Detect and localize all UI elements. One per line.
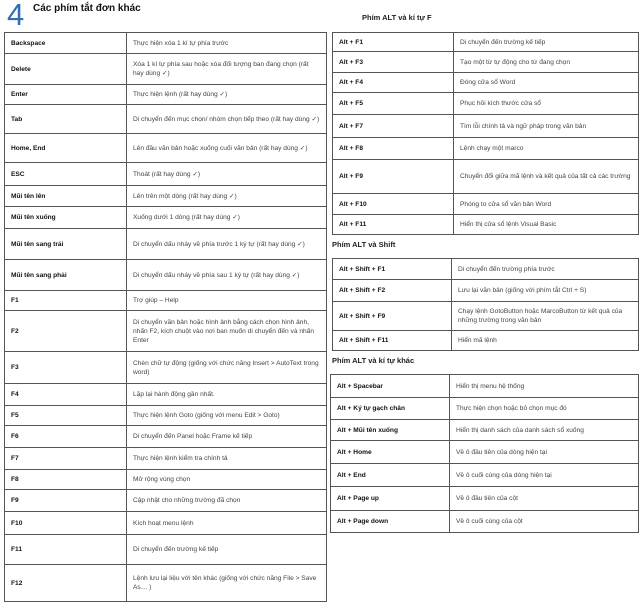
page-title: Các phím tắt đơn khác [33, 3, 141, 14]
shortcut-description: Di chuyển đến trường kế tiếp [127, 535, 327, 565]
table-row [333, 302, 639, 331]
table-row [5, 490, 327, 512]
table-row [333, 331, 639, 351]
shortcut-key: Enter [5, 85, 127, 105]
shortcut-key: Mũi tên sang phải [5, 260, 127, 291]
shortcut-description: Thực hiện lệnh (rất hay dùng ✓) [127, 85, 327, 105]
table-row [333, 33, 639, 52]
shortcut-key: Alt + F10 [333, 194, 454, 215]
shortcut-description: Lặp lại hành động gần nhất. [127, 384, 327, 406]
shortcut-description: Hiển thị cửa sổ lệnh Visual Basic [454, 215, 639, 235]
shortcut-description: Thực hiện lệnh kiểm tra chính tả [127, 448, 327, 470]
shortcut-key: Alt + Mũi tên xuống [331, 420, 450, 441]
table-row [5, 384, 327, 406]
table-row [5, 85, 327, 105]
shortcut-description: Lệnh lưu lại liệu với tên khác (giống với chức năng File > Save As… ) [127, 565, 327, 602]
table-row [5, 426, 327, 448]
shortcut-key: Alt + F8 [333, 138, 454, 160]
table-row [331, 398, 639, 420]
shortcut-key: Tab [5, 105, 127, 134]
table-row [5, 134, 327, 163]
table-row [5, 54, 327, 85]
shortcut-key: Delete [5, 54, 127, 85]
table-row [331, 441, 639, 464]
shortcut-key: F8 [5, 470, 127, 490]
shortcut-description: Đóng cửa sổ Word [454, 73, 639, 93]
shortcut-description: Di chuyển dấu nháy về phía trước 1 ký tự (rất hay dùng ✓) [127, 229, 327, 260]
table-row [331, 420, 639, 441]
table-row [5, 406, 327, 426]
shortcut-key: Alt + Page up [331, 487, 450, 511]
alt-f-section-title: Phím ALT và kí tự F [362, 13, 432, 22]
shortcut-key: F10 [5, 512, 127, 535]
shortcut-key: F5 [5, 406, 127, 426]
shortcut-description: Chèn chữ tự động (giống với chức năng Insert > AutoText trong word) [127, 352, 327, 384]
shortcut-description: Về ô đầu tiên của cột [450, 487, 639, 511]
shortcut-key: Alt + Spacebar [331, 375, 450, 398]
table-row [5, 311, 327, 352]
shortcut-key: Alt + Shift + F2 [333, 280, 452, 302]
shortcut-description: Thực hiện lệnh Goto (giống với menu Edit > Goto) [127, 406, 327, 426]
table-row [331, 511, 639, 533]
table-row [5, 186, 327, 207]
shortcut-key: F1 [5, 291, 127, 311]
shortcut-key: F9 [5, 490, 127, 512]
shortcut-description: Di chuyển văn bản hoặc hình ảnh bằng cách chọn hình ảnh, nhấn F2, kích chuột vào nơi ban muốn di chuyển đến và nhấn Enter [127, 311, 327, 352]
shortcut-description: Tìm lỗi chính tả và ngữ pháp trong văn bản [454, 115, 639, 138]
shortcut-key: Alt + F11 [333, 215, 454, 235]
shortcut-description: Di chuyển đến Panel hoặc Frame kế tiếp [127, 426, 327, 448]
shortcut-description: Di chuyển đến trường phía trước [452, 259, 639, 280]
table-row [5, 565, 327, 602]
shortcut-key: Alt + F4 [333, 73, 454, 93]
shortcut-key: F12 [5, 565, 127, 602]
shortcut-key: Alt + Shift + F9 [333, 302, 452, 331]
shortcut-key: Backspace [5, 33, 127, 54]
shortcut-description: Di chuyển dấu nháy về phía sau 1 ký tự (rất hay dùng ✓) [127, 260, 327, 291]
section-number: 4 [7, 0, 25, 32]
shortcut-description: Thực hiện xóa 1 kí tự phía trước [127, 33, 327, 54]
shortcut-key: F4 [5, 384, 127, 406]
shortcut-key: Alt + F1 [333, 33, 454, 52]
table-row [331, 487, 639, 511]
table-row [333, 52, 639, 73]
shortcut-description: Về ô đầu tiên của dòng hiện tại [450, 441, 639, 464]
shortcut-key: Mũi tên lên [5, 186, 127, 207]
table-row [5, 229, 327, 260]
shortcut-key: ESC [5, 163, 127, 186]
table-row [333, 73, 639, 93]
shortcut-description: Tạo một từ tự động cho từ đang chọn [454, 52, 639, 73]
table-row [5, 163, 327, 186]
shortcut-description: Xóa 1 kí tự phía sau hoặc xóa đối tượng ban đang chọn (rất hay dùng ✓) [127, 54, 327, 85]
shortcut-description: Lên trên một dòng (rất hay dùng ✓) [127, 186, 327, 207]
alt-other-shortcuts-table [330, 374, 639, 533]
table-row [5, 207, 327, 229]
basic-shortcuts-table [4, 32, 327, 602]
alt-shift-shortcuts-table [332, 258, 639, 351]
shortcut-description: Mở rộng vùng chọn [127, 470, 327, 490]
table-row [5, 260, 327, 291]
alt-f-shortcuts-table [332, 32, 639, 235]
shortcut-key: Alt + Shift + F1 [333, 259, 452, 280]
shortcut-key: Alt + Ký tự gạch chân [331, 398, 450, 420]
table-row [5, 470, 327, 490]
table-row [333, 215, 639, 235]
table-row [333, 280, 639, 302]
shortcut-description: Thực hiện chọn hoặc bỏ chọn mục đó [450, 398, 639, 420]
table-row [5, 352, 327, 384]
shortcut-key: Alt + F9 [333, 160, 454, 194]
table-row [333, 259, 639, 280]
shortcut-key: Alt + End [331, 464, 450, 487]
alt-other-section-title: Phím ALT và kí tự khác [332, 356, 415, 365]
table-row [333, 194, 639, 215]
shortcut-key: Alt + Home [331, 441, 450, 464]
shortcut-key: Mũi tên sang trái [5, 229, 127, 260]
shortcut-description: Thoát (rất hay dùng ✓) [127, 163, 327, 186]
table-row [5, 535, 327, 565]
shortcut-description: Hiển thị menu hệ thống [450, 375, 639, 398]
shortcut-description: Cập nhật cho những trường đã chọn [127, 490, 327, 512]
table-row [331, 464, 639, 487]
shortcut-key: Alt + F7 [333, 115, 454, 138]
shortcut-description: Xuống dưới 1 dòng (rất hay dùng ✓) [127, 207, 327, 229]
shortcut-key: F7 [5, 448, 127, 470]
table-row [5, 291, 327, 311]
shortcut-key: Mũi tên xuống [5, 207, 127, 229]
shortcut-description: Kích hoạt menu lệnh [127, 512, 327, 535]
shortcut-description: Phục hồi kích thước cửa sổ [454, 93, 639, 115]
shortcut-key: F2 [5, 311, 127, 352]
shortcut-description: Phóng to cửa sổ văn bản Word [454, 194, 639, 215]
table-row [333, 93, 639, 115]
shortcut-key: Alt + F3 [333, 52, 454, 73]
shortcut-description: Di chuyển đến trường kế tiếp [454, 33, 639, 52]
table-row [5, 105, 327, 134]
shortcut-key: Alt + Shift + F11 [333, 331, 452, 351]
shortcut-description: Lên đầu văn bản hoặc xuống cuối văn bản (rất hay dùng ✓) [127, 134, 327, 163]
shortcut-key: Alt + Page down [331, 511, 450, 533]
alt-shift-section-title: Phím ALT và Shift [332, 240, 396, 249]
shortcut-description: Di chuyển đến mục chọn/ nhóm chọn tiếp theo (rất hay dùng ✓) [127, 105, 327, 134]
shortcut-description: Hiển mã lệnh [452, 331, 639, 351]
table-row [333, 160, 639, 194]
shortcut-description: Chuyển đổi giữa mã lệnh và kết quả của tất cả các trường [454, 160, 639, 194]
shortcut-key: Alt + F5 [333, 93, 454, 115]
shortcut-key: Home, End [5, 134, 127, 163]
table-row [5, 33, 327, 54]
shortcut-description: Về ô cuối cùng của dòng hiện tại [450, 464, 639, 487]
shortcut-key: F3 [5, 352, 127, 384]
shortcut-key: F11 [5, 535, 127, 565]
shortcut-description: Lưu lại văn bản (giống với phím tắt Ctrl + S) [452, 280, 639, 302]
table-row [5, 448, 327, 470]
shortcut-description: Chạy lệnh GotoButton hoặc MarcoButton từ kết quả của những trường trong văn bản [452, 302, 639, 331]
shortcut-description: Về ô cuối cùng của cột [450, 511, 639, 533]
shortcut-description: Trợ giúp – Help [127, 291, 327, 311]
table-row [5, 512, 327, 535]
table-row [331, 375, 639, 398]
table-row [333, 115, 639, 138]
shortcut-description: Hiển thị danh sách của danh sách sổ xuống [450, 420, 639, 441]
shortcut-key: F6 [5, 426, 127, 448]
shortcut-description: Lệnh chạy một marco [454, 138, 639, 160]
table-row [333, 138, 639, 160]
